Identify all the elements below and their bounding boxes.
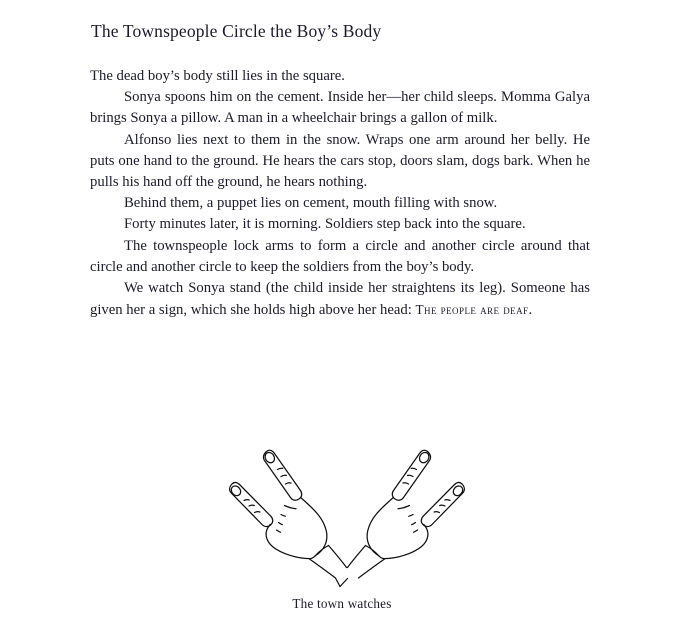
body-text xyxy=(90,66,590,321)
figure xyxy=(0,440,684,630)
paragraph: The townspeople lock arms to form a circle and another circle around that circle and another circle to keep the soldiers from the boy’s body. xyxy=(90,237,590,275)
paragraph: The dead boy’s body still lies in the square. xyxy=(90,68,345,84)
paragraph-with-sign xyxy=(90,278,590,321)
paragraph: Sonya spoons him on the cement. Inside her—her child sleeps. Momma Galya brings Sonya a pillow. A man in a wheelchair brings a gallon of milk. xyxy=(90,89,590,127)
paragraph: Alfonso lies next to them in the snow. Wraps one arm around her belly. He puts one hand to the ground. He hears the cars stop, doors slam, dogs bark. When he pulls his hand off the ground, he hears nothing. xyxy=(90,131,590,191)
paragraph: Forty minutes later, it is morning. Soldiers step back into the square. xyxy=(124,216,526,233)
hands-illustration xyxy=(222,440,472,592)
sign-text-smallcaps: The people are deaf xyxy=(415,302,529,318)
paragraph: Behind them, a puppet lies on cement, mouth filling with snow. xyxy=(124,195,498,212)
paragraph-trailing-punctuation: . xyxy=(528,302,533,319)
page-title: The Townspeople Circle the Boy’s Body xyxy=(91,20,382,41)
paragraph-lead-text: We watch Sonya stand (the child inside her straightens its leg). Someone has given her a sign, which she holds high above her head: xyxy=(90,280,590,319)
two-hands-v-sign-icon xyxy=(222,440,472,592)
figure-caption: The town watches xyxy=(292,596,392,611)
